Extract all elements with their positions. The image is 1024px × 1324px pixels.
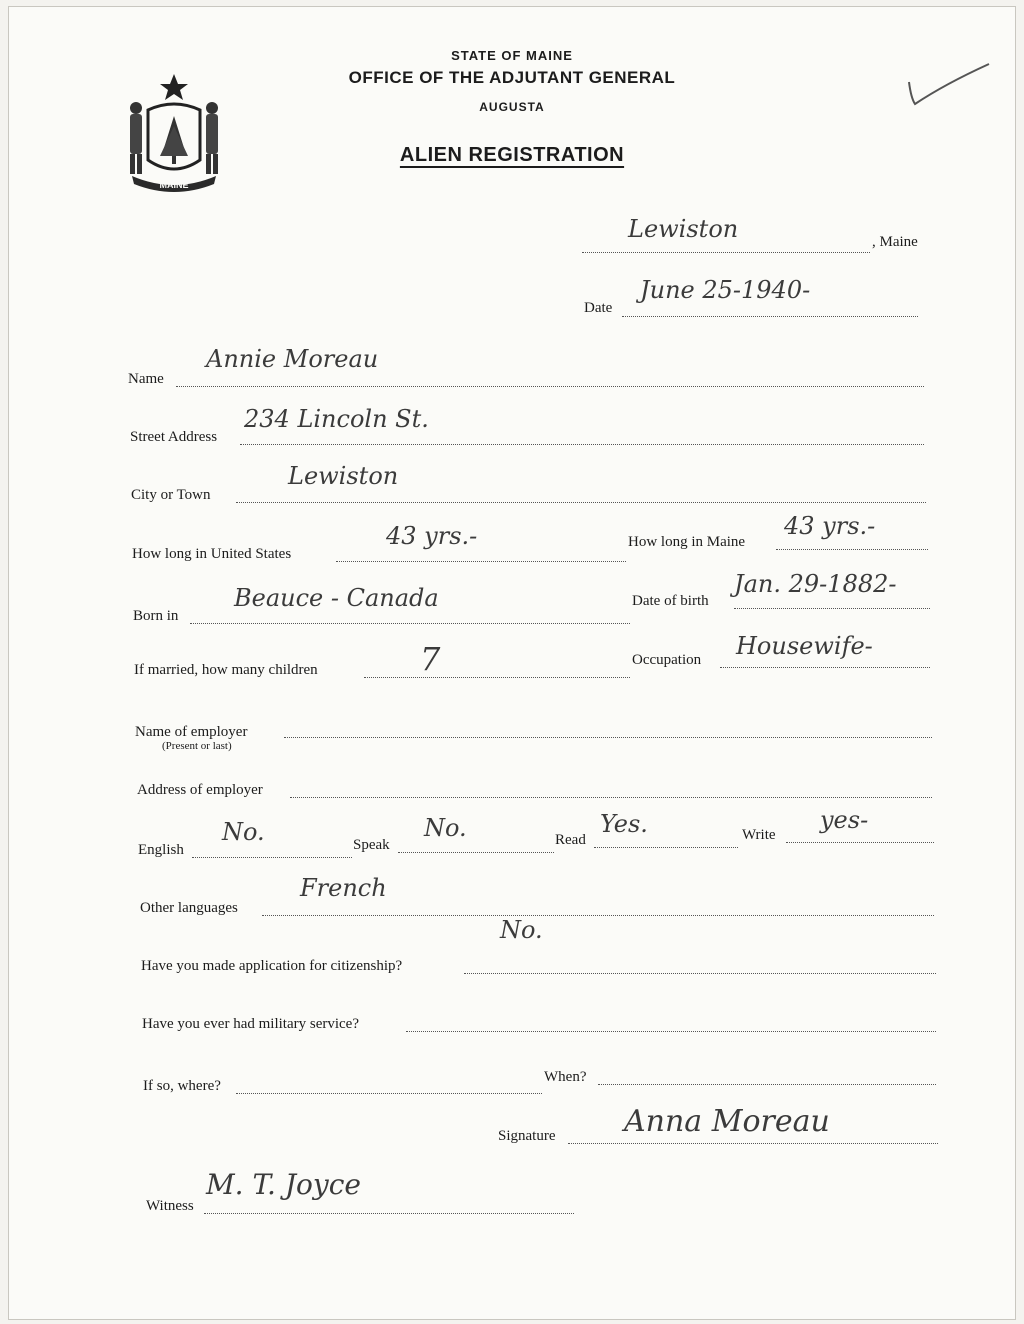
where-line xyxy=(236,1093,542,1094)
english-line xyxy=(192,857,352,858)
city-or-town-label: City or Town xyxy=(131,487,211,503)
children-value[interactable]: 7 xyxy=(420,640,441,678)
name-label: Name xyxy=(128,371,164,387)
date-of-birth-line xyxy=(734,608,930,609)
name-line xyxy=(176,386,924,387)
signature-line xyxy=(568,1143,938,1144)
signature-label: Signature xyxy=(498,1128,556,1144)
street-address-value[interactable]: 234 Lincoln St. xyxy=(244,405,429,433)
read-line xyxy=(594,847,738,848)
born-in-line xyxy=(190,623,630,624)
employer-address-line xyxy=(290,797,932,798)
state-heading: STATE OF MAINE xyxy=(451,48,573,63)
write-label: Write xyxy=(742,827,776,843)
born-in-label: Born in xyxy=(133,608,179,624)
how-long-maine-line xyxy=(776,549,928,550)
speak-line xyxy=(398,852,554,853)
citizenship-label: Have you made application for citizenship? xyxy=(141,958,403,974)
city-or-town-value[interactable]: Lewiston xyxy=(288,462,399,490)
employer-address-label: Address of employer xyxy=(137,782,263,798)
speak-value[interactable]: No. xyxy=(424,814,467,842)
place-suffix: , Maine xyxy=(872,234,918,250)
where-label: If so, where? xyxy=(143,1078,221,1094)
how-long-us-line xyxy=(336,561,626,562)
occupation-value[interactable]: Housewife- xyxy=(736,632,873,660)
children-line xyxy=(364,677,630,678)
read-value[interactable]: Yes. xyxy=(600,810,648,838)
occupation-line xyxy=(720,667,930,668)
employer-label: Name of employer xyxy=(135,724,248,740)
write-value[interactable]: yes- xyxy=(820,806,869,834)
form-title: ALIEN REGISTRATION xyxy=(399,144,625,166)
military-line xyxy=(406,1031,936,1032)
other-languages-line xyxy=(262,915,934,916)
citizenship-value[interactable]: No. xyxy=(500,916,543,944)
witness-label: Witness xyxy=(146,1198,194,1214)
place-line xyxy=(582,252,870,253)
witness-line xyxy=(204,1213,574,1214)
other-languages-value[interactable]: French xyxy=(300,874,387,902)
english-label: English xyxy=(138,842,184,858)
employer-line xyxy=(284,737,932,738)
write-line xyxy=(786,842,934,843)
speak-label: Speak xyxy=(353,837,390,853)
military-label: Have you ever had military service? xyxy=(142,1016,359,1032)
employer-sublabel: (Present or last) xyxy=(162,740,232,752)
signature-value[interactable]: Anna Moreau xyxy=(624,1104,830,1139)
place-value[interactable]: Lewiston xyxy=(628,215,739,243)
occupation-label: Occupation xyxy=(632,652,702,668)
seal-text: MAINE xyxy=(159,180,189,190)
how-long-us-label: How long in United States xyxy=(132,546,292,562)
maine-state-seal xyxy=(118,70,230,192)
how-long-maine-label: How long in Maine xyxy=(628,534,746,550)
city-heading: AUGUSTA xyxy=(479,100,545,114)
other-languages-label: Other languages xyxy=(140,900,238,916)
name-value[interactable]: Annie Moreau xyxy=(206,345,379,373)
city-or-town-line xyxy=(236,502,926,503)
date-line xyxy=(622,316,918,317)
street-address-line xyxy=(240,444,924,445)
children-label: If married, how many children xyxy=(134,662,318,678)
how-long-maine-value[interactable]: 43 yrs.- xyxy=(784,512,876,540)
how-long-us-value[interactable]: 43 yrs.- xyxy=(386,522,478,550)
date-value[interactable]: June 25-1940- xyxy=(640,276,811,304)
witness-value[interactable]: M. T. Joyce xyxy=(206,1168,361,1201)
born-in-value[interactable]: Beauce - Canada xyxy=(234,584,439,612)
read-label: Read xyxy=(555,832,586,848)
date-of-birth-label: Date of birth xyxy=(632,593,709,609)
street-address-label: Street Address xyxy=(130,429,218,445)
when-label: When? xyxy=(544,1069,587,1085)
citizenship-line xyxy=(464,973,936,974)
date-of-birth-value[interactable]: Jan. 29-1882- xyxy=(734,570,897,598)
when-line xyxy=(598,1084,936,1085)
english-value[interactable]: No. xyxy=(222,818,265,846)
office-heading: OFFICE OF THE ADJUTANT GENERAL xyxy=(348,68,676,87)
date-label: Date xyxy=(584,300,613,316)
